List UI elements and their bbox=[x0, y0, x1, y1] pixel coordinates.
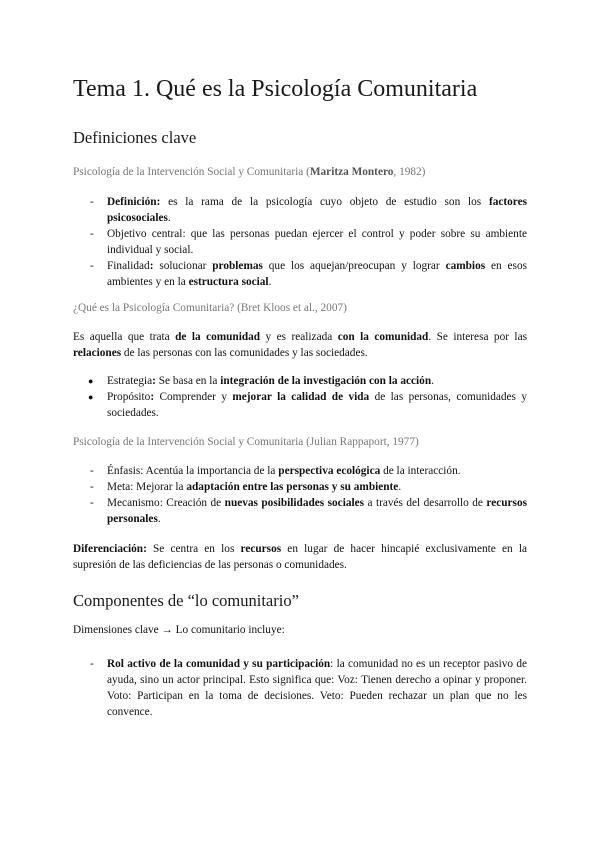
subheading-kloos: ¿Qué es la Psicología Comunitaria? (Bret Kloos et al., 2007) bbox=[73, 302, 347, 314]
paragraph-definition: Es aquella que trata de la comunidad y es realizada con la comunidad. Se interesa por las relaciones de las personas con las comunidades y las sociedades. bbox=[73, 331, 527, 359]
paragraph-dimensions: Dimensiones clave → Lo comunitario incluye: bbox=[73, 624, 285, 636]
list-item: ● Propósito: Comprender y mejorar la calidad de vida de las personas, comunidades y sociedades. bbox=[88, 391, 527, 419]
section-heading-definiciones: Definiciones clave bbox=[73, 128, 197, 147]
subheading-montero: Psicología de la Intervención Social y Comunitaria (Maritza Montero, 1982) bbox=[73, 166, 426, 178]
paragraph-differentiation: Diferenciación: Se centra en los recursos en lugar de hacer hincapié exclusivamente en la supresión de las deficiencias de las personas o comunidades. bbox=[73, 543, 527, 571]
list-item: - Mecanismo: Creación de nuevas posibilidades sociales a través del desarrollo de recursos personales. bbox=[90, 497, 527, 525]
list-item: - Definición: es la rama de la psicología cuyo objeto de estudio son los factores psicosociales. bbox=[90, 196, 527, 224]
list-item: ● Estrategia: Se basa en la integración de la investigación con la acción. bbox=[88, 375, 434, 387]
list-item: - Rol activo de la comunidad y su participación: la comunidad no es un receptor pasivo de ayuda, sino un actor principal. Esto significa que: Voz: Tienen derecho a opinar y proponer. Voto: Participan en la toma de decisiones. Veto: Pueden rechazar un plan que no les convence. bbox=[90, 658, 528, 718]
definition-list bbox=[73, 194, 527, 290]
components-list bbox=[73, 656, 527, 720]
document-body bbox=[73, 72, 527, 720]
rappaport-list bbox=[73, 463, 527, 527]
strategy-list bbox=[73, 373, 527, 421]
list-item: - Énfasis: Acentúa la importancia de la perspectiva ecológica de la interacción. bbox=[90, 465, 461, 477]
list-item: - Objetivo central: que las personas puedan ejercer el control y poder sobre su ambiente individual y social. bbox=[90, 228, 527, 256]
section-heading-componentes: Componentes de “lo comunitario” bbox=[73, 591, 299, 610]
page-title: Tema 1. Qué es la Psicología Comunitaria bbox=[73, 76, 478, 102]
subheading-rappaport: Psicología de la Intervención Social y Comunitaria (Julian Rappaport, 1977) bbox=[73, 436, 419, 448]
list-item: - Meta: Mejorar la adaptación entre las personas y su ambiente. bbox=[90, 481, 402, 493]
list-item: - Finalidad: solucionar problemas que los aquejan/preocupan y lograr cambios en esos ambientes y en la estructura social. bbox=[90, 260, 527, 288]
